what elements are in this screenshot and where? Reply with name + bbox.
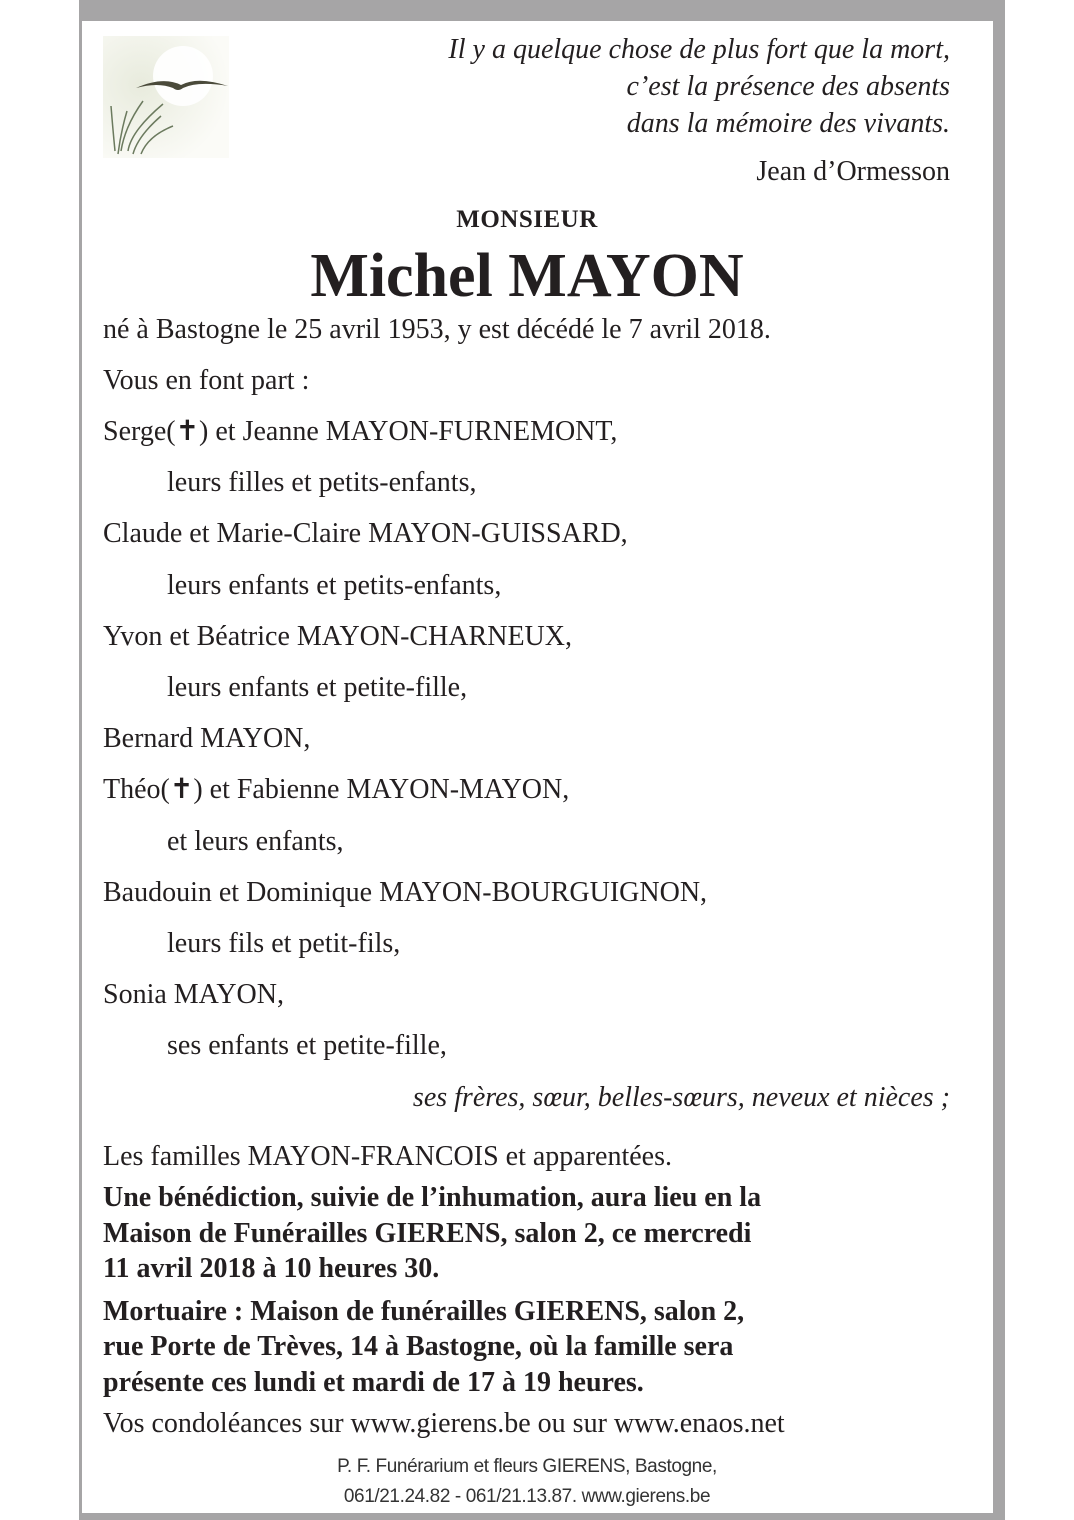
relatives-line: ses frères, sœur, belles-sœurs, neveux et nièces ; xyxy=(412,1082,950,1113)
deceased-dates: né à Bastogne le 25 avril 1953, y est décédé le 7 avril 2018. xyxy=(103,314,771,345)
family-member-line: Claude et Marie-Claire MAYON-GUISSARD, xyxy=(103,518,628,550)
quote-author: Jean d’Ormesson xyxy=(756,156,950,187)
family-descendants-line: leurs enfants et petite-fille, xyxy=(167,672,468,703)
family-member-line: Théo(✝) et Fabienne MAYON-MAYON, xyxy=(103,774,570,806)
footer-line: P. F. Funérarium et fleurs GIERENS, Bastogne, xyxy=(337,1456,717,1477)
bird-grass-illustration xyxy=(103,36,229,158)
families-line: Les familles MAYON-FRANCOIS et apparentées. xyxy=(103,1141,672,1172)
mortuary-line: rue Porte de Trèves, 14 à Bastogne, où la famille sera xyxy=(103,1331,734,1362)
family-member-line: Baudouin et Dominique MAYON-BOURGUIGNON, xyxy=(103,876,708,908)
family-descendants-line: leurs fils et petit-fils, xyxy=(167,928,401,959)
mortuary-line: présente ces lundi et mardi de 17 à 19 heures. xyxy=(103,1367,644,1398)
family-descendants-line: et leurs enfants, xyxy=(167,825,344,857)
ceremony-line: Une bénédiction, suivie de l’inhumation, aura lieu en la xyxy=(103,1182,762,1213)
mortuary-line: Mortuaire : Maison de funérailles GIERENS, salon 2, xyxy=(103,1296,745,1327)
ceremony-line: Maison de Funérailles GIERENS, salon 2, ce mercredi xyxy=(103,1218,752,1249)
quote-line: c’est la présence des absents xyxy=(626,71,950,102)
quote-line: dans la mémoire des vivants. xyxy=(626,108,950,139)
quote-line: Il y a quelque chose de plus fort que la mort, xyxy=(448,34,950,65)
family-descendants-line: ses enfants et petite-fille, xyxy=(167,1030,447,1062)
condolences-line: Vos condoléances sur www.gierens.be ou sur www.enaos.net xyxy=(103,1408,785,1439)
family-descendants-line: leurs enfants et petits-enfants, xyxy=(167,569,502,601)
family-descendants-line: leurs filles et petits-enfants, xyxy=(167,467,477,499)
family-member-line: Bernard MAYON, xyxy=(103,723,311,755)
deceased-name: Michel MAYON xyxy=(310,242,744,310)
family-member-line: Sonia MAYON, xyxy=(103,979,284,1011)
ceremony-line: 11 avril 2018 à 10 heures 30. xyxy=(103,1253,440,1284)
footer-line: 061/21.24.82 - 061/21.13.87. www.gierens.be xyxy=(343,1486,711,1507)
family-member-line: Serge(✝) et Jeanne MAYON-FURNEMONT, xyxy=(103,416,618,447)
announcement-intro: Vous en font part : xyxy=(103,365,310,396)
family-member-line: Yvon et Béatrice MAYON-CHARNEUX, xyxy=(103,620,572,652)
deceased-title: MONSIEUR xyxy=(456,206,598,233)
